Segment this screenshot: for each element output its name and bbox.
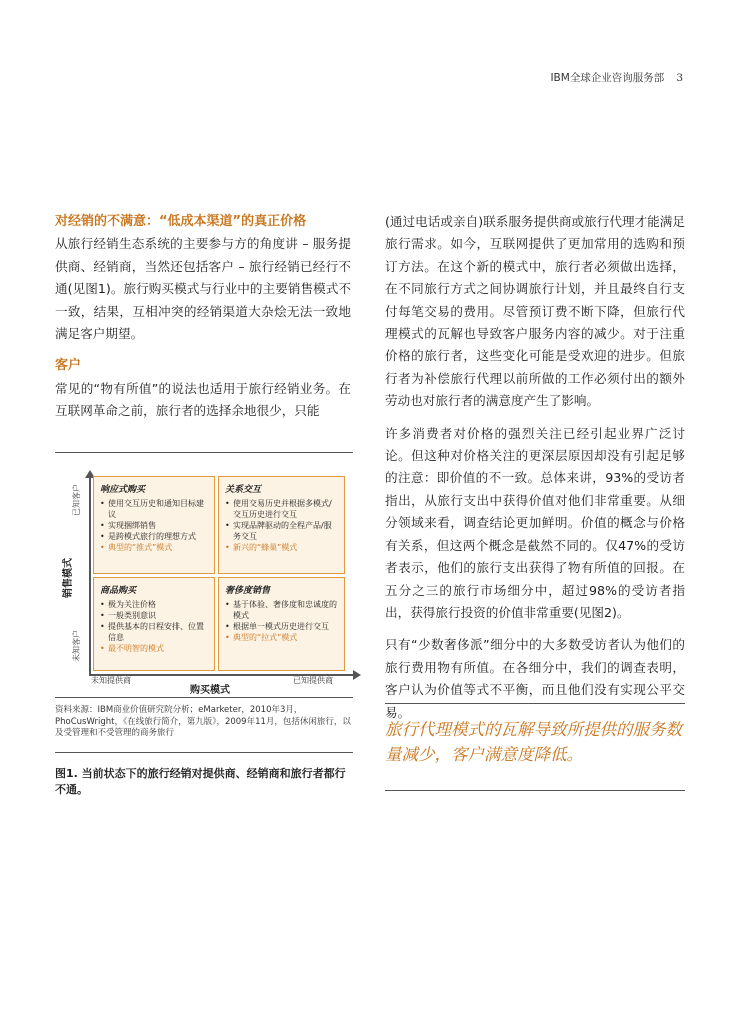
x-right-label: 已知提供商 [293,676,333,685]
quadrant-top-left [93,476,215,574]
pull-quote: 旅行代理模式的瓦解导致所提供的服务数量减少，客户满意度降低。 [385,720,682,764]
figure-bottom-divider [55,697,353,698]
header-title: IBM全球企业咨询服务部 [550,72,665,84]
pull-quote-bottom-divider [385,790,685,791]
quadrant-item: • 使用交互历史和通知目标建议 [100,498,208,520]
quadrant-item: • 使用交易历史并根据多模式/交互历史进行交互 [225,498,338,520]
quadrant-item: • 极为关注价格 [100,599,208,610]
quadrant-top-right [218,476,345,574]
quadrant-item: • 实现品牌驱动的全程产品/服务交互 [225,520,338,542]
figure-source: 资料来源：IBM商业价值研究院分析；eMarketer，2010年3月，PhoCusWright，《在线旅行简介，第九版》，2009年11月，包括休闲旅行，以及受管理和不受管理的商务旅行 [55,705,351,738]
right-paragraph-1: (通过电话或亲自)联系服务提供商或旅行代理才能满足旅行需求。如今，互联网提供了更加常用的选购和预订方法。在这个新的模式中，旅行者必须做出选择，在不同旅行方式之间协调旅行计划，并且最终自行支付每笔交易的费用。尽管预订费不断下降，但旅行代理模式的瓦解也导致客户服务内容的减少。对于注重价格的旅行者，这些变化可能是受欢迎的进步。但旅行者为补偿旅行代理以前所做的工作必须付出的额外劳动也对旅行者的满意度产生了影响。 [385,214,685,409]
customer-subheading: 客户 [55,358,82,374]
right-column [385,211,685,724]
quadrant-item: • 实现捆绑销售 [100,520,208,531]
left-paragraph-1: 从旅行经销生态系统的主要参与方的角度讲 – 服务提供商、经销商，当然还包括客户 – 旅行经销已经行不通(见图1)。旅行购买模式与行业中的主要销售模式不一致，结果，互相冲突的经销渠道大杂烩无法一致地满足客户期望。 [55,236,351,342]
quadrant-bottom-right [218,577,345,671]
quadrant-highlight: • 典型的“拉式”模式 [225,632,338,643]
quadrant-highlight: • 典型的“推式”模式 [100,542,208,553]
quadrant-title: 奢侈度销售 [225,586,271,596]
page-number: 3 [676,72,683,84]
y-axis-title: 销售模式 [63,558,74,598]
quadrant-bottom-left [93,577,215,671]
quadrant-title: 商品购买 [100,586,137,596]
figure-top-divider [55,452,353,453]
quadrant-item: • 提供基本的日程安排、位置信息 [100,621,208,643]
section-heading: 对经销的不满意：“低成本渠道”的真正价格 [55,214,307,229]
y-axis-line [89,476,91,674]
quadrant-title: 关系交互 [225,485,262,495]
page-header [550,70,683,85]
x-axis-title: 购买模式 [190,685,230,696]
figure-caption: 图1. 当前状态下的旅行经销对提供商、经销商和旅行者都行不通。 [55,767,346,796]
right-paragraph-3: 只有“少数奢侈派”细分中的大多数受访者认为他们的旅行费用物有所值。在各细分中，我们的调查表明，客户认为价值等式不平衡，而且他们没有实现公平交易。 [385,637,685,720]
pull-quote-top-divider [385,703,685,704]
right-paragraph-2: 许多消费者对价格的强烈关注已经引起业界广泛讨论。但这种对价格关注的更深层原因却没有引起足够的注意：即价值的不一致。总体来讲，93%的受访者指出，从旅行支出中获得价值对他们非常重要。从细分领域来看，调查结论更加鲜明。价值的概念与价格有关系，但这两个概念是截然不同的。仅47%的受访者表示，他们的旅行支出获得了物有所值的回报。在五分之三的旅行市场细分中，超过98%的受访者指出，获得旅行投资的价值非常重要(见图2)。 [385,425,685,620]
quadrant-item: • 是跨模式旅行的理想方式 [100,531,208,542]
y-bottom-label: 未知客户 [72,630,81,662]
x-left-label: 未知提供商 [91,676,131,685]
left-column [55,211,351,423]
x-axis-arrow-icon [353,670,361,680]
figure-1-matrix [55,466,355,688]
quadrant-highlight: • 新兴的“蜂巢”模式 [225,542,338,553]
quadrant-highlight: • 最不明智的模式 [100,643,208,654]
quadrant-item: • 一般类别意识 [100,610,208,621]
y-top-label: 已知客户 [72,484,81,516]
quadrant-item: • 根据单一模式历史进行交互 [225,621,338,632]
caption-divider [55,752,353,753]
quadrant-item: • 基于体验、奢侈度和忠诚度的模式 [225,599,338,621]
quadrant-title: 响应式购买 [100,485,146,495]
left-paragraph-2: 常见的“物有所值”的说法也适用于旅行经销业务。在互联网革命之前，旅行者的选择余地很少，只能 [55,380,351,419]
